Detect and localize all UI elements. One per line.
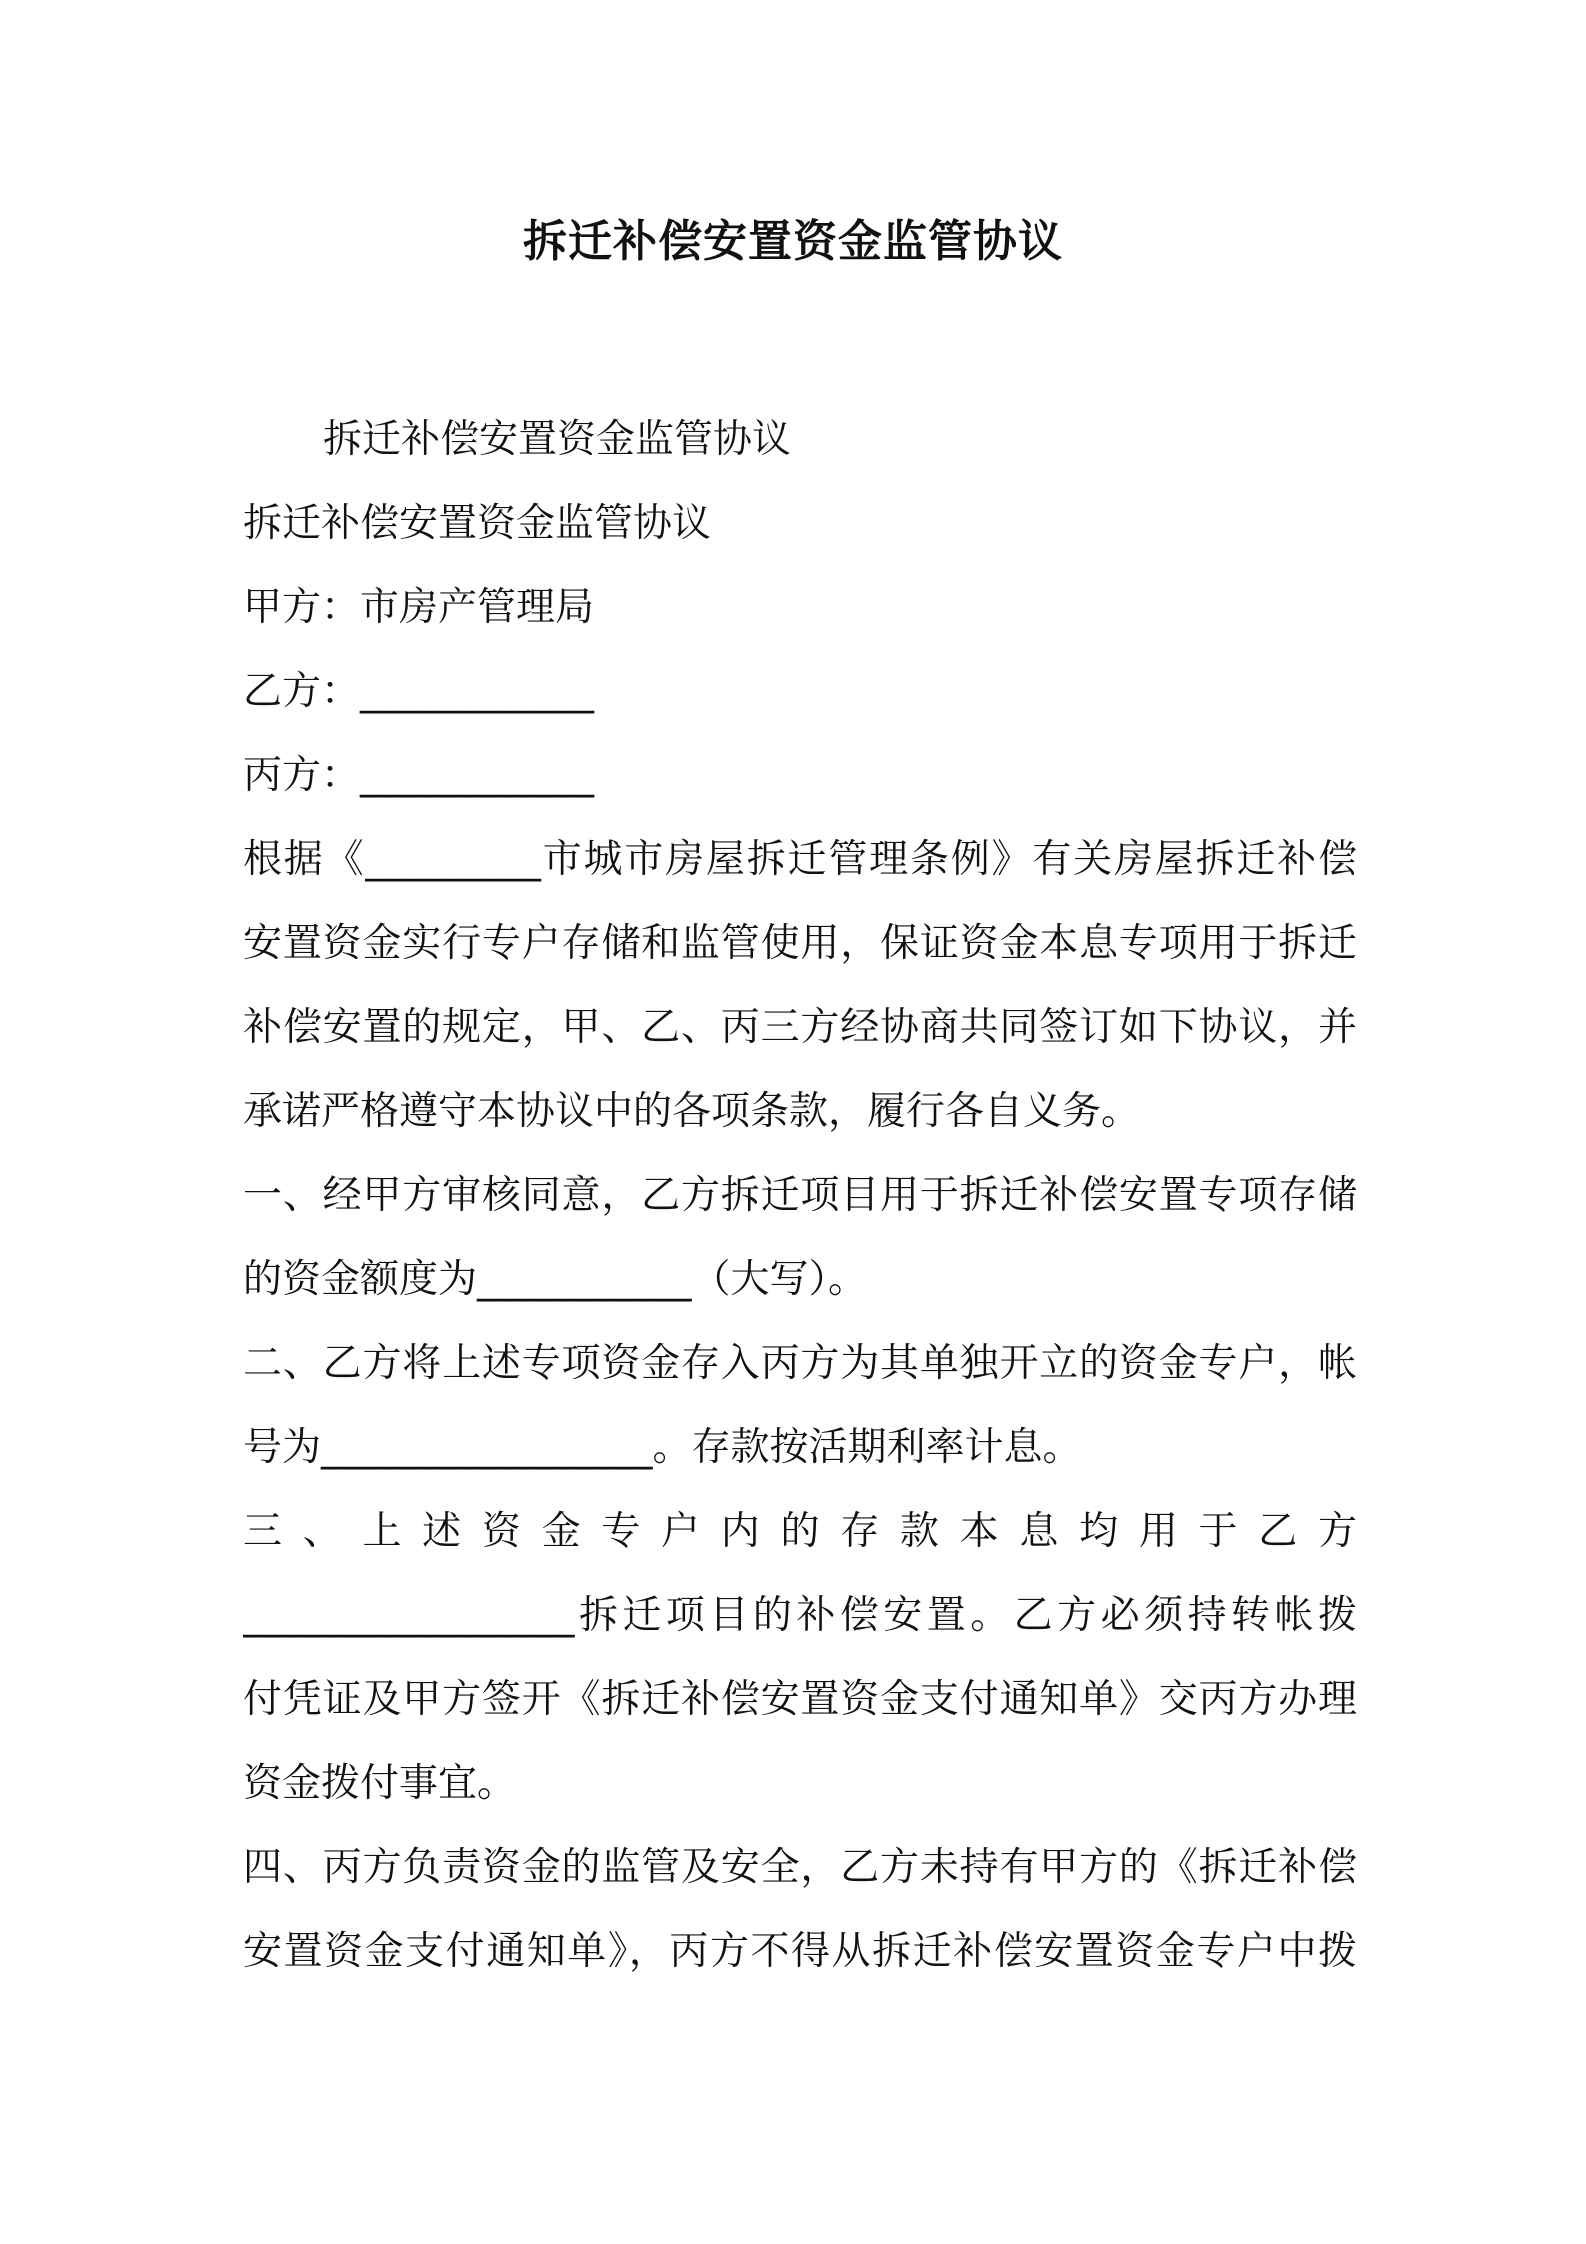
clause-4-line: 安置资金支付通知单》，丙方不得从拆迁补偿安置资金专户中拨	[243, 1929, 1357, 1974]
party-a-line: 甲方：市房产管理局	[243, 585, 595, 630]
paragraph-line: 安置资金实行专户存储和监管使用，保证资金本息专项用于拆迁	[243, 921, 1357, 966]
clause-3-line: 付凭证及甲方签开《拆迁补偿安置资金支付通知单》交丙方办理	[243, 1677, 1357, 1722]
document-title: 拆迁补偿安置资金监管协议	[523, 216, 1063, 267]
clause-2-line: 二、乙方将上述专项资金存入丙方为其单独开立的资金专户，帐	[243, 1341, 1357, 1386]
clause-3-line: 资金拨付事宜。	[243, 1761, 517, 1806]
paragraph-line: 承诺严格遵守本协议中的各项条款，履行各自义务。	[243, 1089, 1141, 1134]
paragraph-line: 补偿安置的规定，甲、乙、丙三方经协商共同签订如下协议，并	[243, 1005, 1357, 1050]
paragraph-line: 根据《_________市城市房屋拆迁管理条例》有关房屋拆迁补偿	[243, 837, 1357, 882]
clause-1-line: 的资金额度为___________（大写）。	[243, 1257, 868, 1302]
clause-3-line: _________________拆迁项目的补偿安置。乙方必须持转帐拨	[243, 1593, 1357, 1638]
clause-3-line: 三、上述资金专户内的存款本息均用于乙方	[243, 1509, 1357, 1554]
clause-2-line: 号为_________________。存款按活期利率计息。	[243, 1425, 1082, 1470]
repeated-title-line: 拆迁补偿安置资金监管协议	[243, 501, 712, 546]
subtitle-line: 拆迁补偿安置资金监管协议	[323, 417, 792, 462]
clause-1-line: 一、经甲方审核同意，乙方拆迁项目用于拆迁补偿安置专项存储	[243, 1173, 1357, 1218]
party-c-line: 丙方：____________	[243, 753, 595, 798]
document-body	[243, 398, 1357, 1994]
party-b-line: 乙方：____________	[243, 669, 595, 714]
clause-4-line: 四、丙方负责资金的监管及安全，乙方未持有甲方的《拆迁补偿	[243, 1845, 1357, 1890]
